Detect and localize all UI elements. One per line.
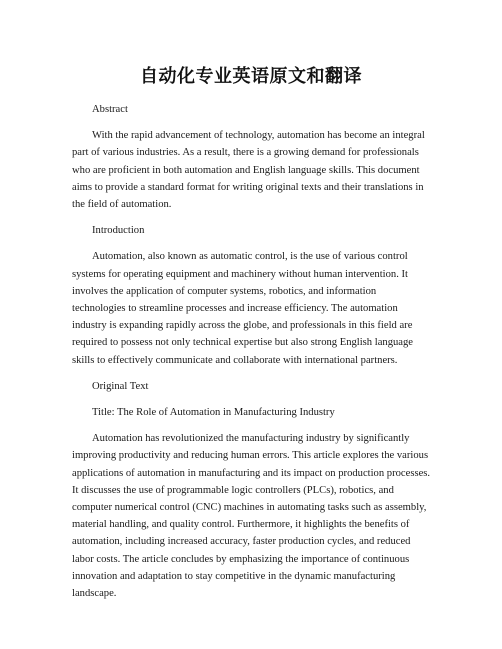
original-text-heading: Original Text	[92, 380, 149, 392]
article-title: Title: The Role of Automation in Manufacturing Industry	[92, 407, 335, 419]
introduction-heading: Introduction	[92, 225, 145, 237]
abstract-heading: Abstract	[92, 104, 128, 115]
document-body	[72, 101, 432, 611]
introduction-paragraph: Automation, also known as automatic control, is the use of various control systems for operating equipment and machinery without human intervention. It involves the application of computer systems, robotics, and information technologies to streamline processes and increase efficiency. The automation industry is expanding rapidly across the globe, and professionals in this field are required to possess not only technical expertise but also strong English language skills to effectively communicate and collaborate with international partners.	[72, 251, 413, 366]
abstract-paragraph: With the rapid advancement of technology, automation has become an integral part of various industries. As a result, there is a growing demand for professionals who are proficient in both automation and English language skills. This document aims to provide a standard format for writing original texts and their translations in the field of automation.	[72, 130, 425, 211]
document-title: 自动化专业英语原文和翻译	[140, 66, 362, 87]
article-paragraph: Automation has revolutionized the manufacturing industry by significantly improving productivity and reducing human errors. This article explores the various applications of automation in manufacturing and its impact on production processes. It discusses the use of programmable logic controllers (PLCs), robotics, and computer numerical control (CNC) machines in automating tasks such as assembly, material handling, and quality control. Furthermore, it highlights the benefits of automation, including increased accuracy, faster production cycles, and reduced labor costs. The article concludes by emphasizing the importance of continuous innovation and adaptation to stay competitive in the dynamic manufacturing landscape.	[72, 433, 431, 600]
